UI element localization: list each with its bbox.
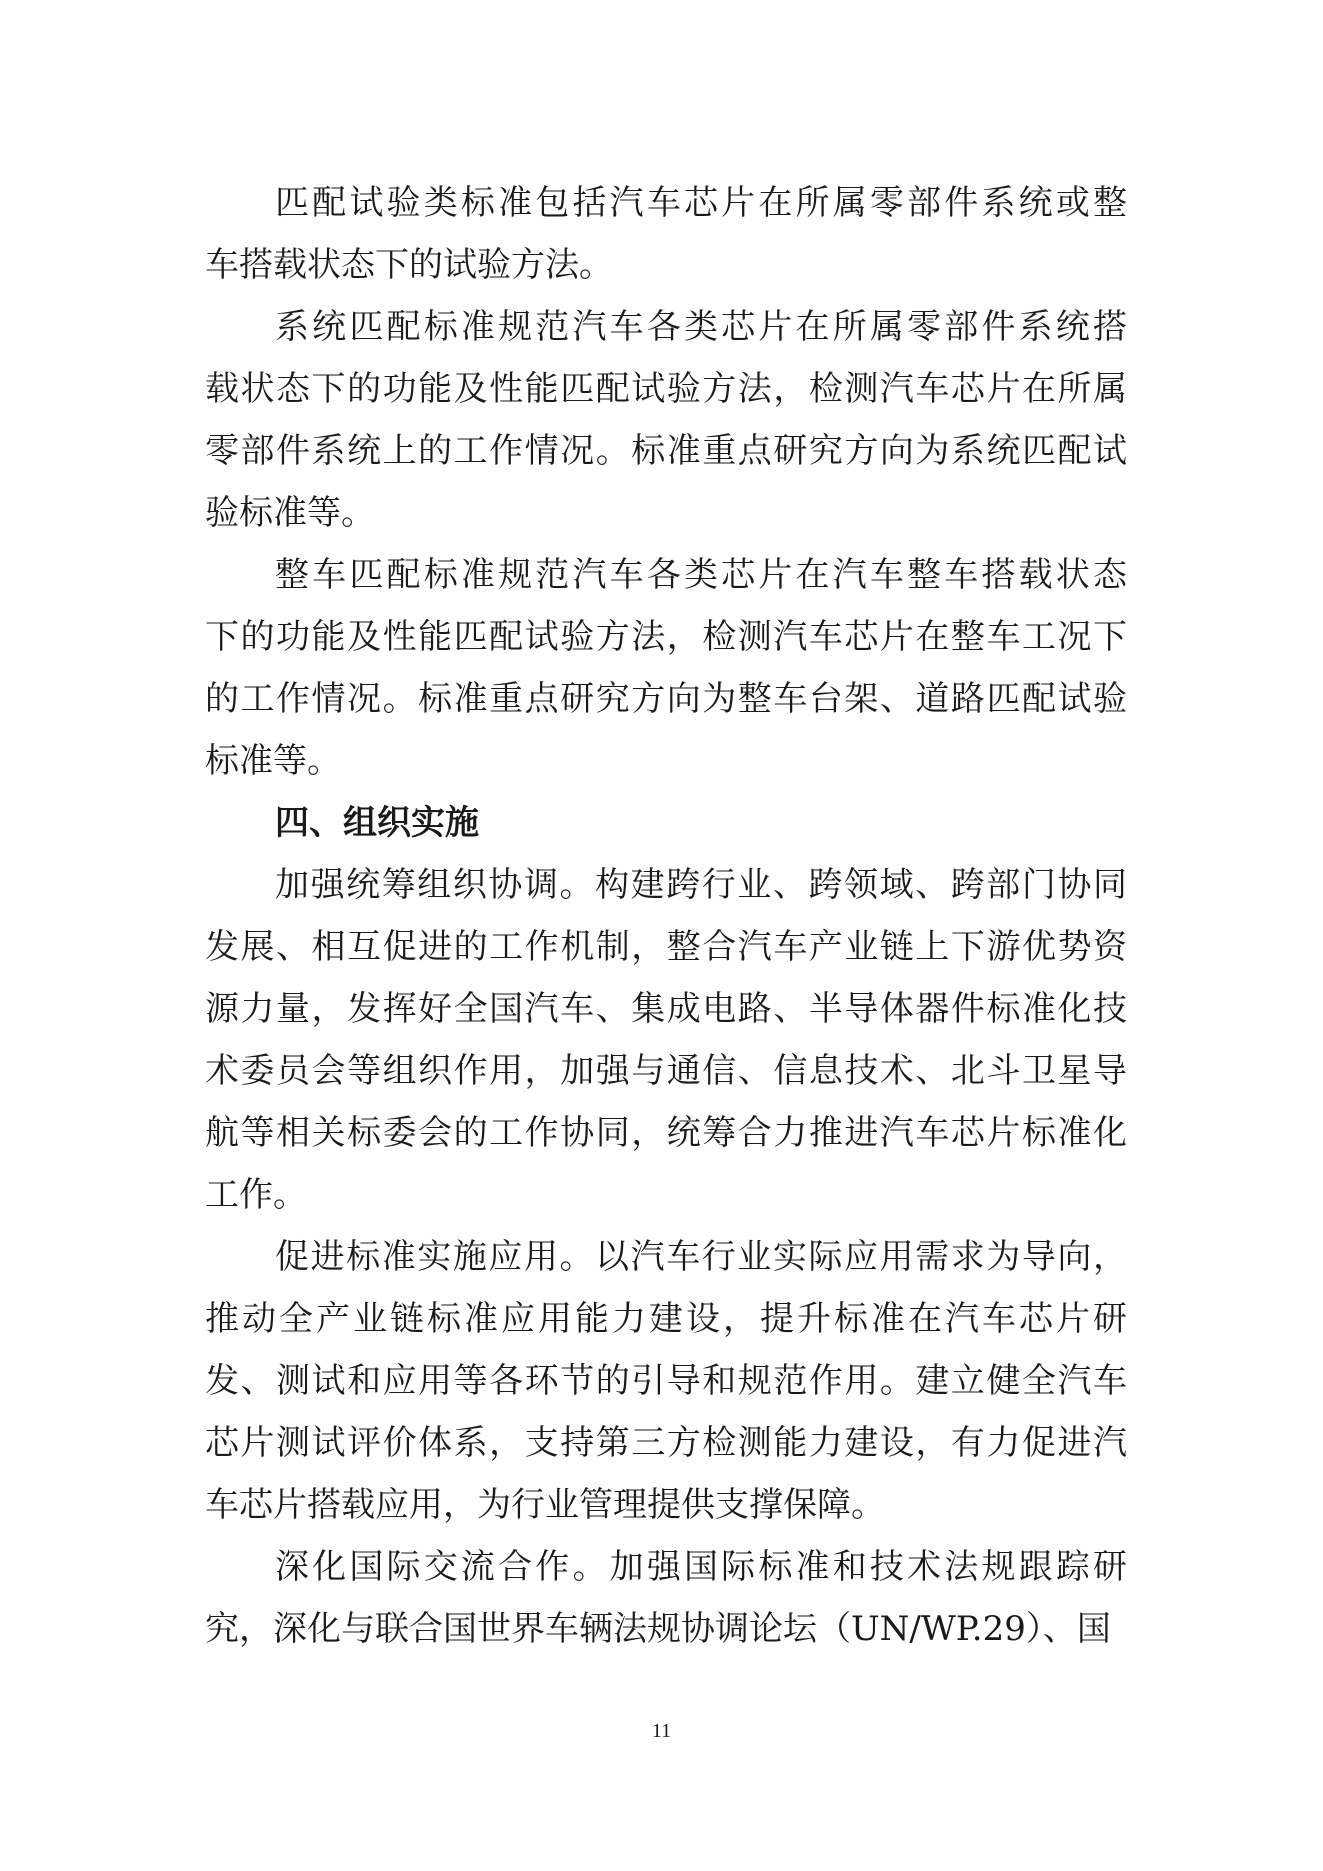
paragraph-line: 载状态下的功能及性能匹配试验方法，检测汽车芯片在所属 [205,369,1127,409]
paragraph-line: 发、测试和应用等各环节的引导和规范作用。建立健全汽车 [205,1361,1127,1401]
paragraph-line: 下的功能及性能匹配试验方法，检测汽车芯片在整车工况下 [205,617,1127,657]
paragraph-line: 的工作情况。标准重点研究方向为整车台架、道路匹配试验 [205,679,1127,719]
paragraph [205,1226,1127,1536]
paragraph [205,544,1127,792]
paragraph-line: 芯片测试评价体系，支持第三方检测能力建设，有力促进汽 [205,1423,1127,1463]
paragraph-line: 车搭载状态下的试验方法。 [205,245,613,285]
section-heading: 四、组织实施 [275,803,479,843]
paragraph [205,296,1127,544]
paragraph-line: 工作。 [205,1175,307,1215]
paragraph-line: 系统匹配标准规范汽车各类芯片在所属零部件系统搭 [275,307,1127,347]
paragraph-line: 推动全产业链标准应用能力建设，提升标准在汽车芯片研 [205,1299,1127,1339]
paragraph-line: 促进标准实施应用。以汽车行业实际应用需求为导向， [275,1237,1127,1277]
paragraph-line: 验标准等。 [205,493,375,533]
paragraph-line: 术委员会等组织作用，加强与通信、信息技术、北斗卫星导 [205,1051,1127,1091]
paragraph [205,172,1127,296]
body-text [205,172,1127,1660]
paragraph-line: 标准等。 [205,741,341,781]
paragraph-line: 车芯片搭载应用，为行业管理提供支撑保障。 [205,1485,885,1525]
paragraph [205,1536,1127,1660]
paragraph-line: 匹配试验类标准包括汽车芯片在所属零部件系统或整 [275,183,1127,223]
paragraph-line: 源力量，发挥好全国汽车、集成电路、半导体器件标准化技 [205,989,1127,1029]
paragraph-line: 航等相关标委会的工作协同，统筹合力推进汽车芯片标准化 [205,1113,1127,1153]
page-number: 11 [651,1720,672,1742]
paragraph-line: 零部件系统上的工作情况。标准重点研究方向为系统匹配试 [205,431,1127,471]
paragraph-line: 加强统筹组织协调。构建跨行业、跨领域、跨部门协同 [275,865,1127,905]
paragraph-line: 整车匹配标准规范汽车各类芯片在汽车整车搭载状态 [275,555,1127,595]
paragraph-line: 究，深化与联合国世界车辆法规协调论坛（UN/WP.29）、国 [205,1609,1111,1649]
paragraph [205,854,1127,1226]
paragraph-line: 深化国际交流合作。加强国际标准和技术法规跟踪研 [275,1547,1127,1587]
paragraph-line: 发展、相互促进的工作机制，整合汽车产业链上下游优势资 [205,927,1127,967]
